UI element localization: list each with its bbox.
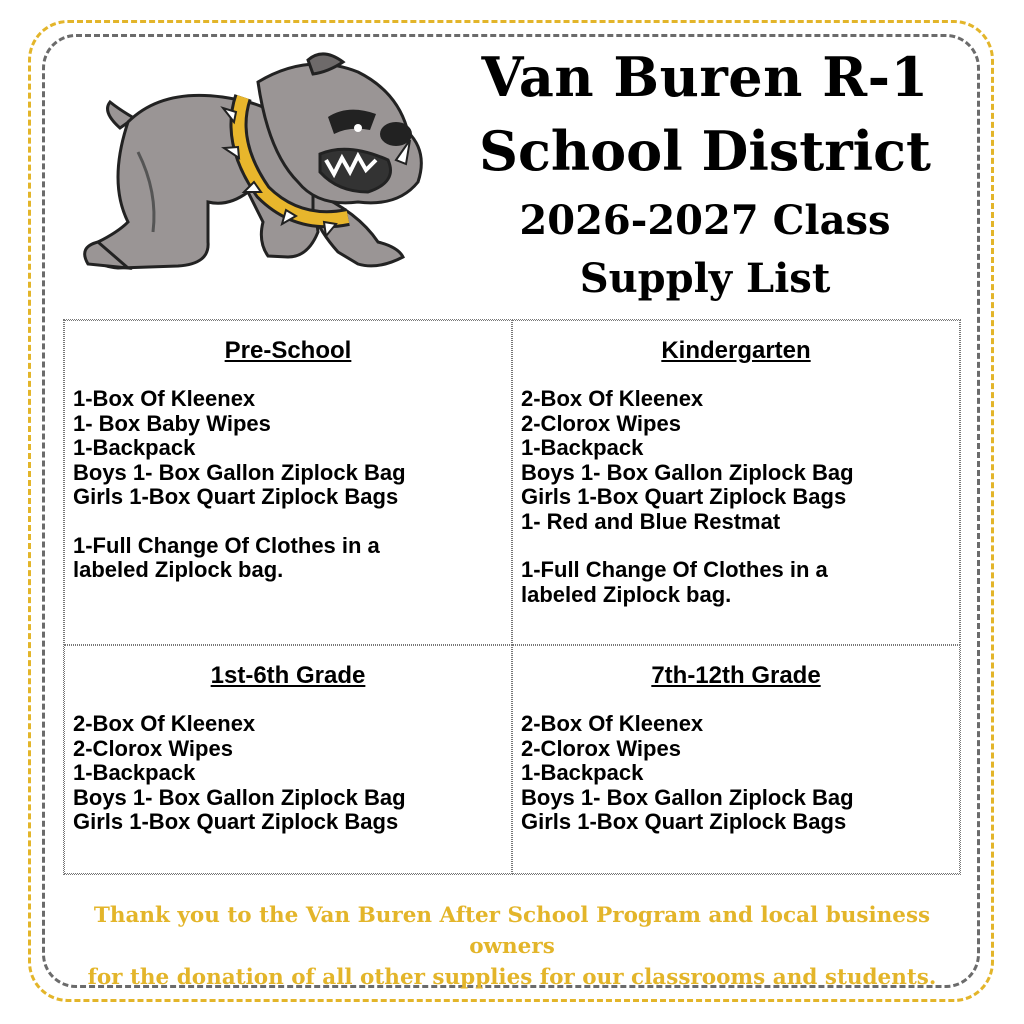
section-title: Kindergarten [661, 337, 811, 364]
list-item: 1-Backpack [521, 760, 644, 785]
list-item: 2-Box Of Kleenex [521, 711, 704, 736]
clothes-note-line1: 1-Full Change Of Clothes in a [73, 532, 380, 558]
list-item: 2-Clorox Wipes [73, 735, 233, 761]
list-item: Girls 1-Box Quart Ziplock Bags [73, 484, 399, 509]
list-item: 1-Backpack [73, 760, 196, 785]
title-block [470, 40, 940, 308]
title-district-name: Van Buren R-1 [481, 45, 929, 109]
footer-line1: Thank you to the Van Buren After School Program and local business owners [93, 903, 931, 959]
thank-you-footer [50, 900, 974, 993]
section-1st-6th-grade [64, 645, 512, 874]
list-item: 1- Red and Blue Restmat [521, 508, 781, 534]
list-item: Boys 1- Box Gallon Ziplock Bag [73, 784, 406, 810]
footer-line2: for the donation of all other supplies for our classrooms and students. [87, 965, 937, 990]
list-item: 1-Backpack [73, 435, 196, 460]
list-item: 2-Box Of Kleenex [521, 386, 704, 411]
list-item: Boys 1- Box Gallon Ziplock Bag [521, 459, 854, 485]
list-item: 1-Backpack [521, 435, 644, 460]
list-item: 2-Box Of Kleenex [73, 711, 256, 736]
supply-grid [63, 319, 961, 875]
list-item: Girls 1-Box Quart Ziplock Bags [73, 809, 399, 834]
title-school-district: School District [479, 119, 931, 183]
subtitle-supply-list: Supply List [579, 255, 831, 302]
list-item: Boys 1- Box Gallon Ziplock Bag [73, 459, 406, 485]
subtitle-year: 2026-2027 Class [519, 197, 891, 244]
clothes-note [521, 558, 951, 607]
section-title: 7th-12th Grade [651, 662, 821, 689]
list-item: Boys 1- Box Gallon Ziplock Bag [521, 784, 854, 810]
list-item: 2-Clorox Wipes [521, 410, 681, 436]
list-item: 2-Clorox Wipes [521, 735, 681, 761]
section-7th-12th-grade [512, 645, 960, 874]
section-title: Pre-School [224, 337, 352, 364]
list-item: Girls 1-Box Quart Ziplock Bags [521, 484, 847, 509]
clothes-note-line1: 1-Full Change Of Clothes in a [521, 557, 828, 582]
list-item: 1-Box Of Kleenex [73, 386, 256, 411]
section-title: 1st-6th Grade [210, 662, 366, 689]
clothes-note-line2: labeled Ziplock bag. [521, 581, 732, 607]
list-item: Girls 1-Box Quart Ziplock Bags [521, 809, 847, 834]
list-item: 1- Box Baby Wipes [73, 410, 271, 436]
clothes-note-line2: labeled Ziplock bag. [73, 557, 284, 582]
section-kindergarten [512, 320, 960, 645]
clothes-note [73, 534, 503, 583]
section-preschool [64, 320, 512, 645]
bulldog-mascot-icon [58, 42, 448, 282]
